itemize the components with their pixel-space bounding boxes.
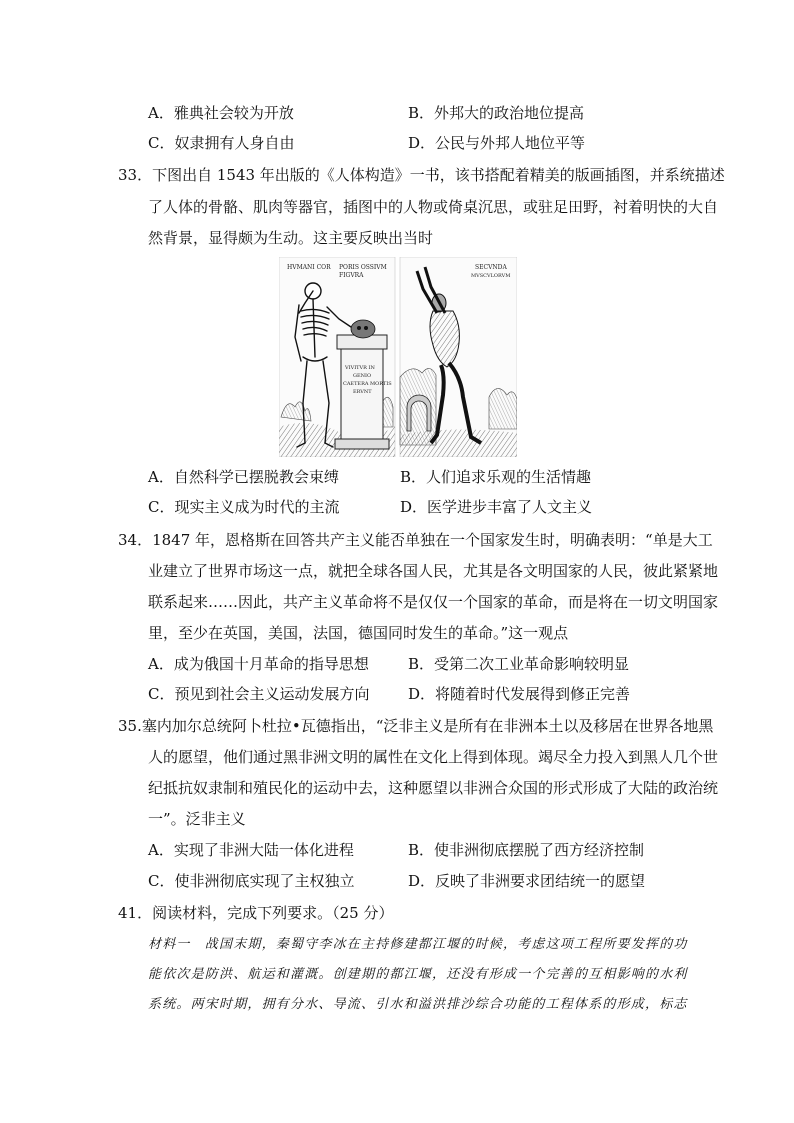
right-plate-caption-2: MVSCVLORVM [471, 273, 511, 279]
q34-option-a: A．成为俄国十月革命的指导思想 [148, 655, 369, 673]
q34-option-d: D．将随着时代发展得到修正完善 [408, 685, 631, 703]
q33-option-b: B．人们追求乐观的生活情趣 [400, 468, 592, 486]
q35-stem-line-3: 纪抵抗奴隶制和殖民化的运动中去，这种愿望以非洲合众国的形式形成了大陆的政治统 [148, 779, 719, 797]
q33-stem-line-1: 33．下图出自 1543 年出版的《人体构造》一书，该书搭配着精美的版画插图，并系统描述 [118, 166, 725, 184]
right-plate-caption-1: SECVNDA [475, 264, 507, 271]
q32-option-c: C．奴隶拥有人身自由 [148, 134, 295, 152]
q34-stem-line-1: 34．1847 年，恩格斯在回答共产主义能否单独在一个国家发生时，明确表明：“单是大工 [118, 531, 713, 549]
pedestal-inscription-2: GENIO [353, 373, 372, 379]
q35-stem-line-2: 人的愿望，他们通过黑非洲文明的属性在文化上得到体现。竭尽全力投入到黑人几个世 [148, 748, 719, 766]
q41-material-line-3: 系统。两宋时期，拥有分水、导流、引水和溢洪排沙综合功能的工程体系的形成，标志 [148, 997, 688, 1012]
q35-option-c: C．使非洲彻底实现了主权独立 [148, 872, 355, 890]
q32-option-a: A．雅典社会较为开放 [148, 104, 294, 122]
q33-stem-line-2: 了人体的骨骼、肌肉等器官，插图中的人物或倚桌沉思，或驻足田野，衬着明快的大自 [148, 198, 719, 216]
engraving-illustration [279, 257, 517, 457]
q34-stem-line-2: 业建立了世界市场这一点，就把全球各国人民，尤其是各文明国家的人民，彼此紧紧地 [148, 562, 719, 580]
q41-title: 41．阅读材料，完成下列要求。（25 分） [118, 904, 394, 922]
q35-option-a: A．实现了非洲大陆一体化进程 [148, 841, 354, 859]
q35-option-b: B．使非洲彻底摆脱了西方经济控制 [408, 841, 645, 859]
left-plate-caption-2: PORIS OSSIVM [339, 264, 387, 271]
q33-option-d: D．医学进步丰富了人文主义 [400, 498, 593, 516]
q34-stem-line-3: 联系起来……因此，共产主义革命将不是仅仅一个国家的革命，而是将在一切文明国家 [148, 593, 719, 611]
q34-stem-line-4: 里，至少在英国，美国，法国，德国同时发生的革命。”这一观点 [148, 624, 569, 642]
q35-stem-line-1: 35.塞内加尔总统阿卜杜拉•瓦德指出，“泛非主义是所有在非洲本土以及移居在世界各地黑 [118, 717, 714, 735]
q33-stem-line-3: 然背景，显得颇为生动。这主要反映出当时 [148, 229, 434, 247]
q34-option-b: B．受第二次工业革命影响较明显 [408, 655, 630, 673]
anatomy-engraving-figure [279, 257, 517, 457]
q32-option-b: B．外邦大的政治地位提高 [408, 104, 585, 122]
q35-stem-line-4: 一”。泛非主义 [148, 810, 246, 828]
pedestal-inscription-1: VIVITVR IN [345, 365, 375, 371]
q41-material-line-2: 能依次是防洪、航运和灌溉。创建期的都江堰，还没有形成一个完善的互相影响的水利 [148, 967, 688, 982]
q33-option-a: A．自然科学已摆脱教会束缚 [148, 468, 339, 486]
q32-option-d: D．公民与外邦人地位平等 [408, 134, 586, 152]
pedestal-inscription-4: ERVNT [353, 389, 372, 395]
left-plate-caption-3: FIGVRA [339, 272, 364, 279]
left-plate-caption-1: HVMANI COR [287, 264, 331, 271]
q34-option-c: C．预见到社会主义运动发展方向 [148, 685, 370, 703]
q33-option-c: C．现实主义成为时代的主流 [148, 498, 340, 516]
pedestal-inscription-3: CAETERA MORTIS [343, 381, 392, 387]
q35-option-d: D．反映了非洲要求团结统一的愿望 [408, 872, 646, 890]
q41-material-line-1: 材料一 战国末期，秦蜀守李冰在主持修建都江堰的时候，考虑这项工程所要发挥的功 [148, 937, 688, 952]
